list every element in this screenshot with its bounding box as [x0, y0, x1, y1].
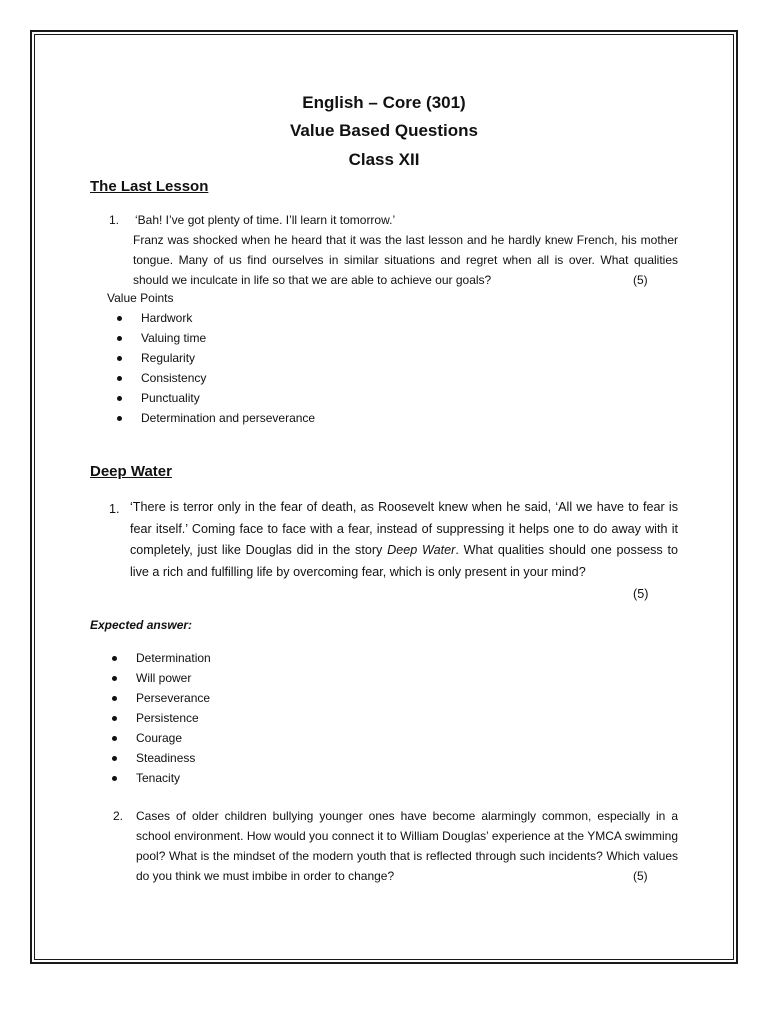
class-label: Class XII — [348, 150, 420, 169]
story-title: Deep Water — [387, 543, 456, 557]
document-title: English – Core (301) — [302, 93, 466, 112]
section-heading-last-lesson: The Last Lesson — [90, 178, 209, 195]
question-text: ‘There is terror only in the fear of death, as Roosevelt knew when he said, ‘All we have to fear is fear itself.’ Coming face to face with a fear, instead of suppressing it helps one to do away with it completely, just like Douglas did in the story Deep Water. What qualities should one possess to live a rich and fulfilling life by overcoming fear, which is only present in your mind? — [130, 500, 678, 579]
answer-label: Value Points — [107, 291, 174, 305]
question-number: 1. — [109, 213, 120, 227]
question-marks: (5) — [633, 587, 649, 601]
question-number: 2. — [113, 809, 124, 823]
answer-label: Expected answer: — [90, 618, 193, 632]
list-item: Persistence — [136, 708, 211, 728]
bullet-icon — [117, 316, 122, 321]
bullet-icon — [117, 356, 122, 361]
list-item: Tenacity — [136, 768, 211, 788]
bullet-icon — [112, 716, 117, 721]
question-quote: ‘Bah! I’ve got plenty of time. I’ll learn it tomorrow.’ — [135, 213, 396, 227]
question-marks: (5) — [633, 869, 648, 883]
bullet-icon — [112, 736, 117, 741]
list-item: Courage — [136, 728, 211, 748]
bullet-icon — [112, 656, 117, 661]
list-item: Determination and perseverance — [141, 408, 315, 428]
list-item: Perseverance — [136, 688, 211, 708]
expected-answer-list — [136, 648, 211, 788]
document-subtitle: Value Based Questions — [289, 121, 478, 140]
list-item: Hardwork — [141, 308, 315, 328]
question-number: 1. — [109, 502, 120, 516]
list-item: Will power — [136, 668, 211, 688]
list-item: Valuing time — [141, 328, 315, 348]
bullet-icon — [117, 396, 122, 401]
question-marks: (5) — [633, 273, 648, 287]
list-item: Steadiness — [136, 748, 211, 768]
section-heading-deep-water: Deep Water — [90, 463, 172, 480]
bullet-icon — [112, 756, 117, 761]
list-item: Consistency — [141, 368, 315, 388]
bullet-icon — [112, 696, 117, 701]
list-item: Determination — [136, 648, 211, 668]
question-text-body: Franz was shocked when he heard that it was the last lesson and he hardly knew French, his mother tongue. Many of us find ourselves in similar situations and regret when all is over. What qualities should we inculcate in life so that we are able to achieve our goals? — [133, 233, 678, 287]
bullet-icon — [112, 776, 117, 781]
bullet-icon — [117, 336, 122, 341]
bullet-icon — [117, 416, 122, 421]
value-points-list — [141, 308, 315, 428]
bullet-icon — [112, 676, 117, 681]
bullet-icon — [117, 376, 122, 381]
question-text: Cases of older children bullying younger ones have become alarmingly common, especially in a school environment. How would you connect it to William Douglas’ experience at the YMCA swimming pool? What is the mindset of the modern youth that is reflected through such incidents? Which values do you think we must imbibe in order to change? — [136, 809, 678, 883]
list-item: Regularity — [141, 348, 315, 368]
question-text — [133, 230, 678, 290]
list-item: Punctuality — [141, 388, 315, 408]
